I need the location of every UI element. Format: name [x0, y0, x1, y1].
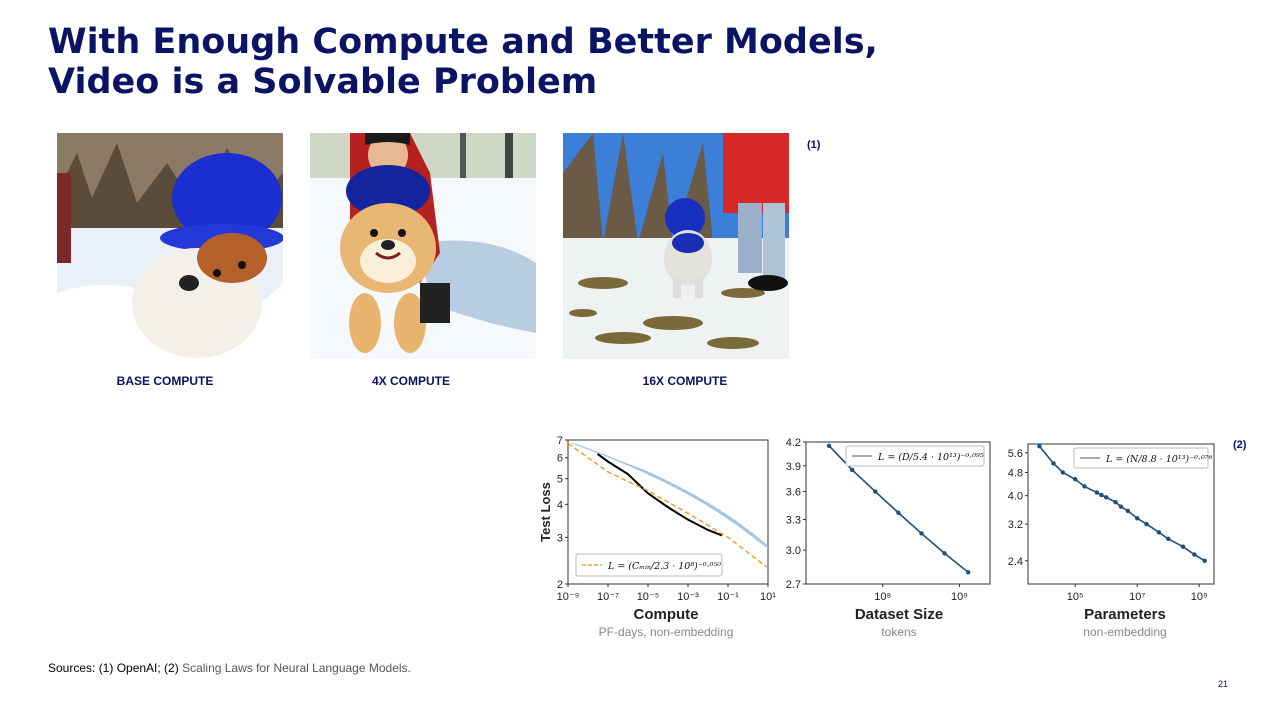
photo-4x-compute — [310, 133, 536, 359]
sources-paper-link[interactable]: Scaling Laws for Neural Language Models. — [182, 661, 411, 675]
chart-compute-xlabel: Compute — [633, 606, 699, 623]
y-tick-label: 2.7 — [785, 579, 801, 591]
legend-label: L = (Cₘᵢₙ/2.3 · 10⁸)⁻⁰·⁰⁵⁰ — [608, 561, 722, 572]
y-tick-label: 4.0 — [1007, 490, 1023, 503]
data-point — [827, 444, 831, 448]
data-point — [1119, 504, 1123, 508]
dog-image-1 — [57, 133, 283, 359]
photo-16x-compute — [563, 133, 789, 359]
y-tick-label: 3.2 — [1007, 519, 1023, 532]
title-line-1: With Enough Compute and Better Models, — [48, 22, 878, 62]
reference-marker-1: (1) — [807, 139, 821, 151]
y-tick-label: 3.3 — [785, 514, 801, 527]
data-point — [1051, 461, 1055, 465]
x-tick-label: 10⁻³ — [677, 591, 699, 603]
slide-title — [48, 22, 1148, 102]
title-line-2: Video is a Solvable Problem — [48, 62, 598, 102]
data-point — [942, 551, 946, 555]
chart-compute — [536, 432, 776, 642]
data-point — [919, 531, 923, 535]
x-tick-label: 10¹ — [760, 591, 776, 603]
chart-dataset-xsublabel: tokens — [881, 625, 917, 639]
data-point — [873, 489, 877, 493]
chart-compute-xsublabel: PF-days, non-embedding — [598, 625, 734, 639]
y-tick-label: 6 — [556, 452, 563, 465]
data-point — [1082, 484, 1086, 488]
y-tick-label: 7 — [556, 435, 563, 447]
dog-image-3 — [563, 133, 789, 359]
chart-parameters-xsublabel: non-embedding — [1083, 625, 1167, 639]
data-point — [966, 570, 970, 574]
data-point — [1157, 530, 1161, 534]
x-tick-label: 10⁸ — [874, 591, 892, 603]
data-point — [1061, 470, 1065, 474]
x-tick-label: 10⁵ — [1066, 591, 1084, 603]
data-point — [1192, 552, 1196, 556]
data-point — [1099, 493, 1103, 497]
y-tick-label: 3 — [556, 532, 563, 545]
x-tick-label: 10⁻⁹ — [556, 591, 580, 603]
caption-16x-compute: 16X COMPUTE — [642, 374, 728, 388]
data-point — [1166, 537, 1170, 541]
caption-4x-compute: 4X COMPUTE — [371, 374, 450, 388]
chart-compute-plot — [536, 432, 776, 603]
data-point — [1126, 509, 1130, 513]
y-axis-label: Test Loss — [538, 482, 553, 542]
data-point — [1037, 444, 1041, 448]
reference-marker-2: (2) — [1233, 439, 1247, 451]
x-tick-label: 10⁻⁵ — [636, 591, 660, 603]
chart-parameters-plot — [1000, 432, 1222, 602]
chart-parameters-xlabel: Parameters — [1084, 606, 1166, 623]
data-point — [1144, 522, 1148, 526]
y-tick-label: 3.6 — [785, 486, 801, 499]
y-tick-label: 4 — [556, 499, 563, 512]
data-point — [1095, 490, 1099, 494]
chart-parameters — [1000, 432, 1222, 642]
y-tick-label: 3.0 — [785, 545, 801, 558]
y-tick-label: 3.9 — [785, 460, 801, 473]
legend-label: L = (D/5.4 · 10¹³)⁻⁰·⁰⁹⁵ — [878, 452, 984, 463]
x-tick-label: 10⁻⁷ — [596, 591, 620, 603]
y-tick-label: 2 — [556, 579, 563, 591]
data-point — [1113, 500, 1117, 504]
data-point — [850, 468, 854, 472]
chart-dataset-plot — [774, 432, 996, 602]
y-tick-label: 2.4 — [1007, 555, 1023, 568]
data-point — [1135, 516, 1139, 520]
legend-label: L = (N/8.8 · 10¹³)⁻⁰·⁰⁷⁶ — [1106, 454, 1213, 465]
x-tick-label: 10⁻¹ — [717, 591, 739, 603]
data-point — [1073, 477, 1077, 481]
x-tick-label: 10⁹ — [1190, 591, 1208, 603]
data-point — [1181, 545, 1185, 549]
x-tick-label: 10⁷ — [1129, 591, 1146, 603]
dog-image-2 — [310, 133, 536, 359]
data-point — [896, 511, 900, 515]
chart-dataset-xlabel: Dataset Size — [854, 606, 944, 623]
data-point — [1104, 495, 1108, 499]
chart-dataset-size — [774, 432, 996, 642]
y-tick-label: 4.8 — [1007, 467, 1023, 480]
data-point — [1202, 559, 1206, 563]
photo-base-compute — [57, 133, 283, 359]
y-tick-label: 5 — [556, 473, 563, 486]
sources-note — [48, 661, 411, 675]
page-number: 21 — [1217, 679, 1228, 689]
caption-base-compute: BASE COMPUTE — [116, 374, 214, 388]
sources-prefix: Sources: (1) OpenAI; (2) — [48, 661, 183, 675]
y-tick-label: 4.2 — [785, 437, 801, 449]
x-tick-label: 10⁹ — [950, 591, 968, 603]
y-tick-label: 5.6 — [1007, 447, 1023, 460]
